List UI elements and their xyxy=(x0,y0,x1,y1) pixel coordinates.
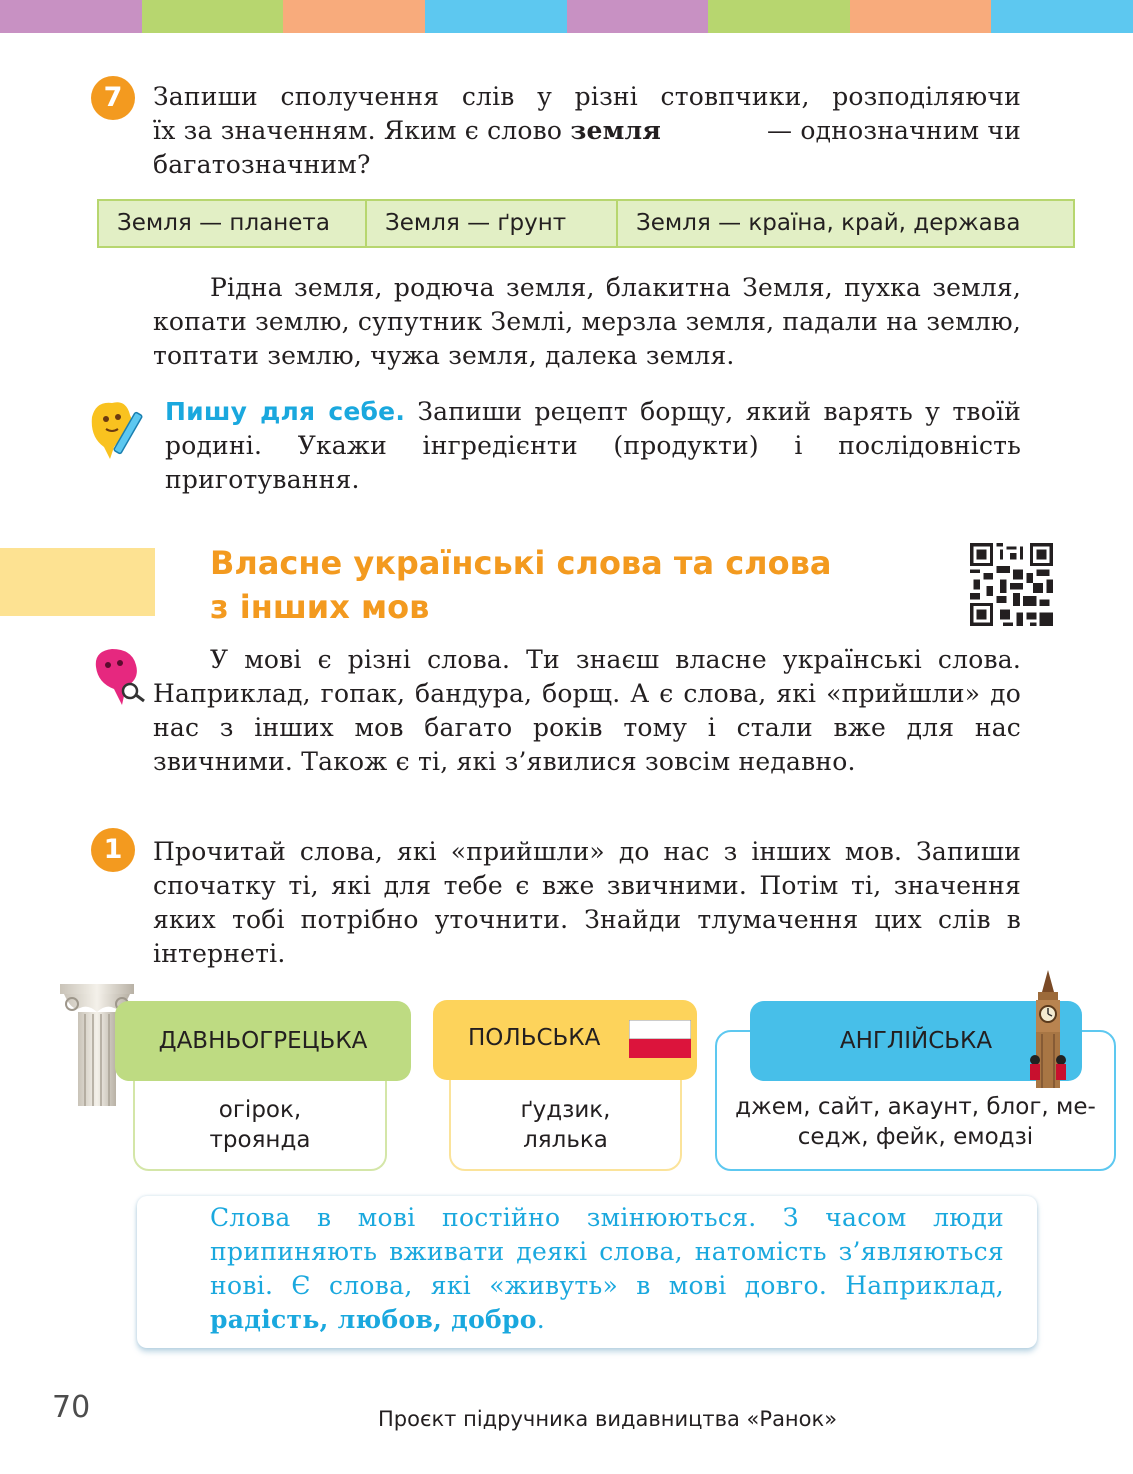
intro-paragraph: У мові є різні слова. Ти знаєш власне українські слова. Наприклад, гопак, бандура, борщ. А є слова, які «прийшли» до нас з інших мов багато років тому і стали вже для нас звичними. Також є ті, які з’явилися зовсім недавно. xyxy=(153,645,1021,776)
meaning-columns-table xyxy=(97,199,1075,248)
top-color-stripes xyxy=(0,0,1133,33)
note-body: Слова в мові постійно змінюються. З часом люди припиняють вживати деякі слова, натомість з’являються нові. Є слова, які «живуть» в мові довго. Наприклад, xyxy=(210,1203,1004,1300)
english-words-line-2: седж, фейк, емодзі xyxy=(797,1124,1034,1150)
task-7-text-end: — однозначним чи xyxy=(758,116,1021,145)
keyword-zemlia: земля xyxy=(570,116,662,145)
qr-code-icon[interactable] xyxy=(970,543,1053,626)
polish-language-label: ПОЛЬСЬКА xyxy=(433,1000,697,1080)
rule-note-box xyxy=(137,1196,1037,1348)
word-phrases-paragraph: Рідна земля, родюча земля, блакитна Земля, пухка земля, копати землю, супутник Землі, мерзла земля, падали на землю, топтати землю, чужа земля, далека земля. xyxy=(153,273,1021,370)
greek-word-2: троянда xyxy=(209,1127,311,1153)
poland-flag-icon xyxy=(629,1020,691,1058)
stripe xyxy=(142,0,284,33)
greek-word-1: огірок, xyxy=(218,1097,302,1123)
section-title xyxy=(210,541,930,629)
rule-note-text xyxy=(210,1201,1004,1337)
task-7-line-2-start xyxy=(153,114,661,148)
note-example-words: радість, любов, добро xyxy=(210,1305,537,1334)
big-ben-icon xyxy=(1026,970,1070,1088)
column-country: Земля — країна, край, держава xyxy=(636,210,1021,236)
task-7-line-3: багатозначним? xyxy=(153,150,371,179)
task-7-line-2 xyxy=(153,114,1021,148)
page-number: 70 xyxy=(52,1390,91,1425)
polish-word-2: лялька xyxy=(523,1127,608,1153)
task-7-instructions xyxy=(153,80,1021,182)
task-1-instructions: Прочитай слова, які «прийшли» до нас з інших мов. Запиши спочатку ті, які для тебе є вже звичними. Потім ті, значення яких тобі потрібно уточнити. Знайди тлумачення цих слів в інтернеті. xyxy=(153,837,1021,968)
magnifier-mascot-icon xyxy=(86,645,148,711)
stripe xyxy=(567,0,709,33)
task-7-number-badge: 7 xyxy=(91,76,135,120)
column-planet: Земля — планета xyxy=(99,201,367,246)
pencil-mascot-icon xyxy=(84,397,152,463)
write-for-self-label: Пишу для себе. xyxy=(165,397,406,426)
publisher-footer: Проєкт підручника видавництва «Ранок» xyxy=(378,1407,838,1431)
task-7-text: їх за значенням. Яким є слово xyxy=(153,116,571,145)
stripe xyxy=(425,0,567,33)
stripe xyxy=(991,0,1133,33)
note-end: . xyxy=(536,1305,546,1334)
english-words-line-1: джем, сайт, акаунт, блог, ме- xyxy=(735,1094,1096,1120)
section-title-line-1: Власне українські слова та слова xyxy=(210,544,832,582)
section-title-line-2: з інших мов xyxy=(210,588,430,626)
section-marker-bar xyxy=(0,548,155,616)
stripe xyxy=(0,0,142,33)
polish-word-1: ґудзик, xyxy=(520,1097,611,1123)
write-for-self-text: Запиши рецепт борщу, який варять у твоїй родині. Укажи інгредієнти (продукти) і послідовність приготування. xyxy=(165,397,1021,494)
stripe xyxy=(850,0,992,33)
english-language-label: АНГЛІЙСЬКА xyxy=(750,1001,1082,1081)
task-7-line-1: Запиши сполучення слів у різні стовпчики, розподіляючи xyxy=(153,82,1021,111)
greek-language-label: ДАВНЬОГРЕЦЬКА xyxy=(115,1001,411,1081)
task-1-number-badge: 1 xyxy=(91,828,135,872)
write-for-self-task xyxy=(165,395,1021,497)
stripe xyxy=(283,0,425,33)
column-soil: Земля — ґрунт xyxy=(367,201,618,246)
stripe xyxy=(708,0,850,33)
